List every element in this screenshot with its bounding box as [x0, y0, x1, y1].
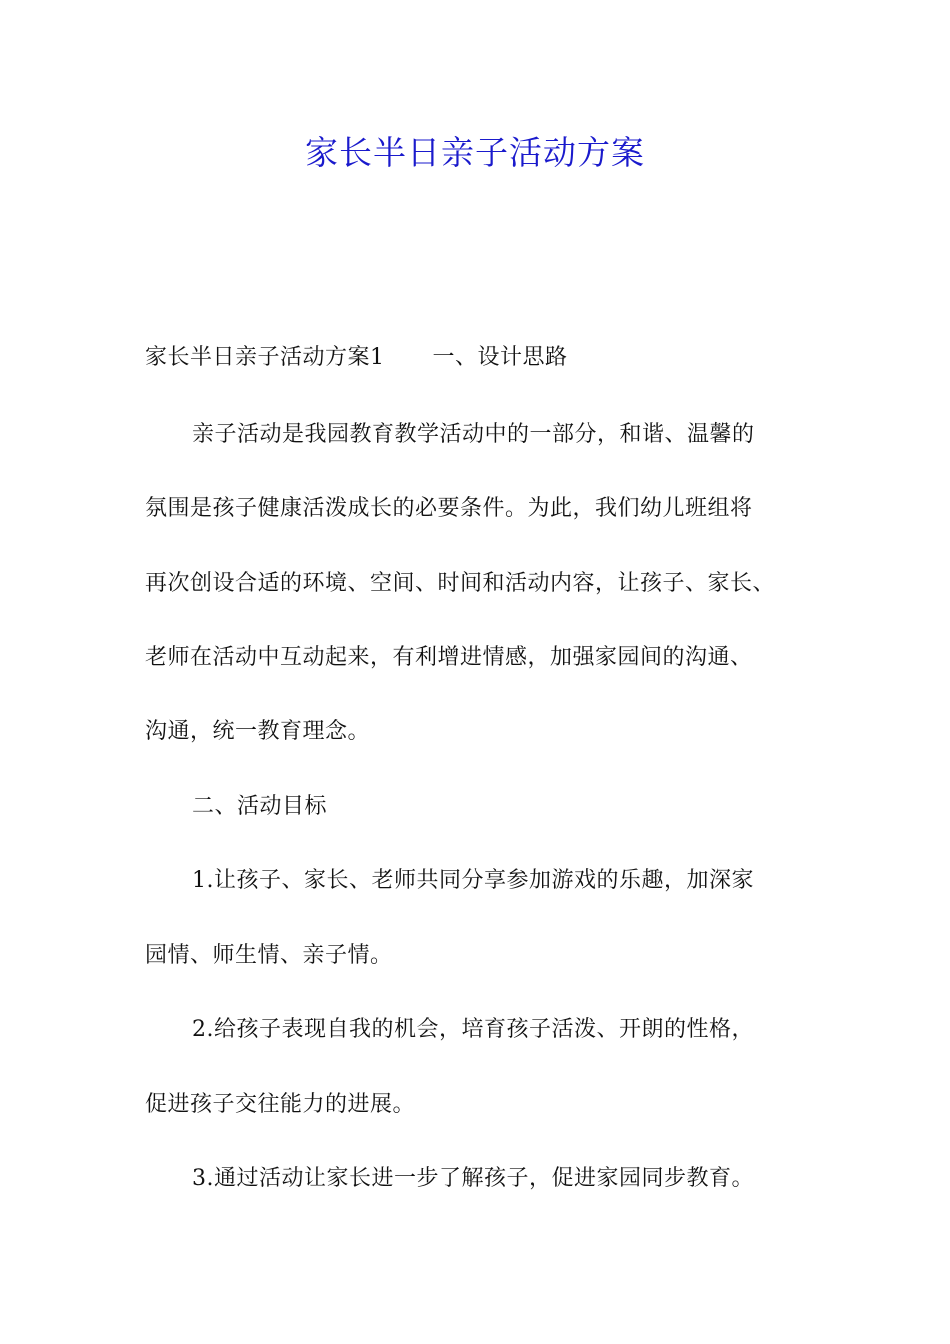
- subtitle-line: [145, 343, 568, 373]
- paragraph-line: 沟通，统一教育理念。: [145, 719, 371, 744]
- goal-line: 3.通过活动让家长进一步了解孩子，促进家园同步教育。: [192, 1166, 754, 1191]
- goal-line: 2.给孩子表现自我的机会，培育孩子活泼、开朗的性格，: [192, 1017, 754, 1042]
- plan-subtitle: 家长半日亲子活动方案1: [145, 345, 385, 370]
- paragraph-line: 再次创设合适的环境、空间、时间和活动内容，让孩子、家长、: [145, 571, 776, 596]
- paragraph-line: 亲子活动是我园教育教学活动中的一部分，和谐、温馨的: [192, 422, 755, 447]
- section-one-heading: 一、设计思路: [432, 345, 568, 370]
- goal-line: 园情、师生情、亲子情。: [145, 943, 393, 968]
- paragraph-line: 老师在活动中互动起来，有利增进情感，加强家园间的沟通、: [145, 645, 753, 670]
- document-title: 家长半日亲子活动方案: [305, 133, 645, 172]
- goal-line: 促进孩子交往能力的进展。: [145, 1092, 416, 1117]
- section-two-heading: 二、活动目标: [192, 794, 328, 819]
- paragraph-line: 氛围是孩子健康活泼成长的必要条件。为此，我们幼儿班组将: [145, 496, 753, 521]
- goal-line: 1.让孩子、家长、老师共同分享参加游戏的乐趣，加深家: [192, 868, 754, 893]
